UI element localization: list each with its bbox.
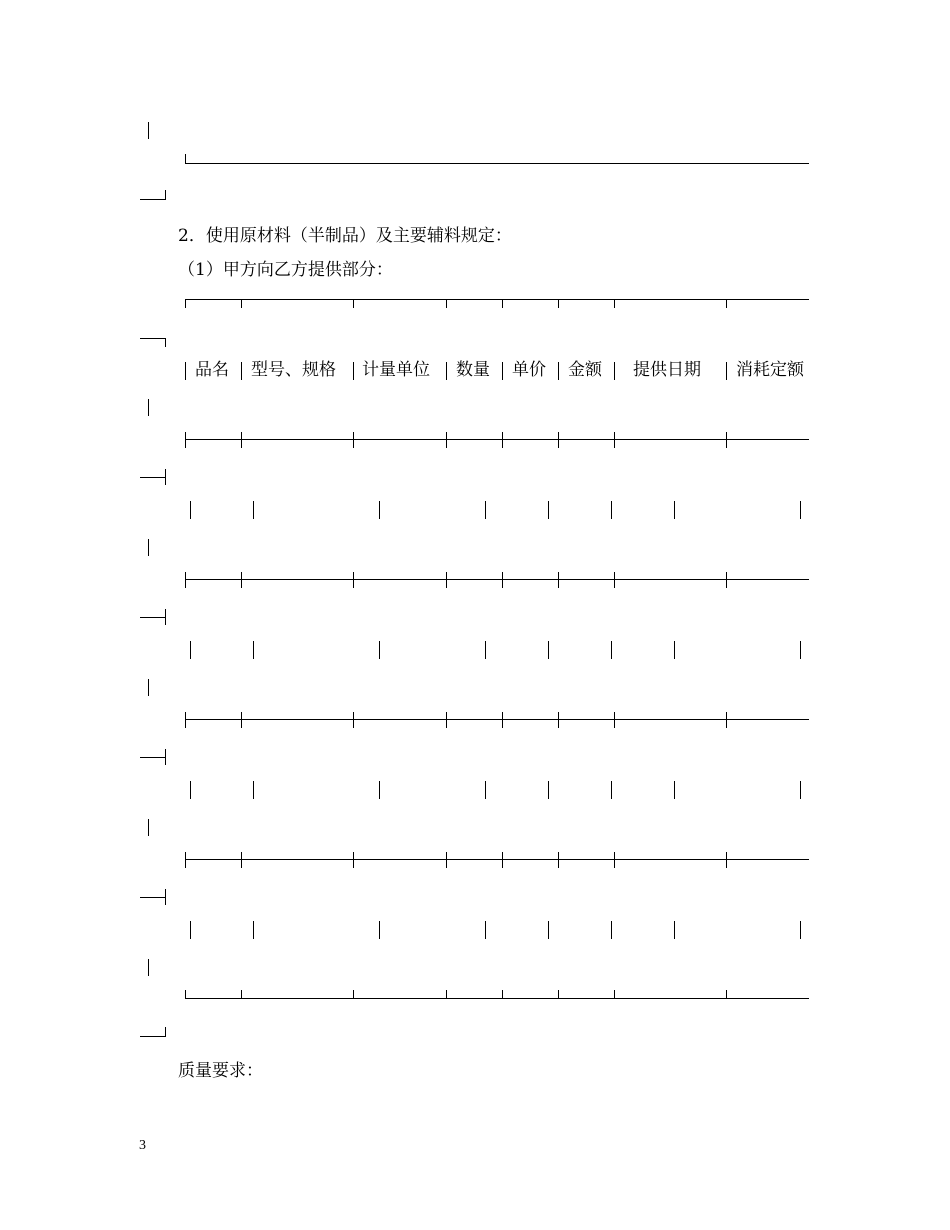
table-top-tick	[558, 299, 559, 308]
table-overflow-mark	[140, 199, 165, 200]
row-separator-cross	[241, 712, 242, 728]
table-overflow-corner	[165, 190, 166, 200]
header-divider	[614, 362, 615, 380]
row-separator-cross	[241, 572, 242, 588]
table-overflow-corner	[165, 609, 166, 625]
col-header-name: 品名	[195, 360, 229, 380]
row-separator	[185, 579, 809, 580]
row-cell-divider	[800, 641, 801, 659]
row-separator-cross	[614, 712, 615, 728]
table-overflow-corner	[165, 338, 166, 347]
row-separator-cross	[614, 852, 615, 868]
row-separator-cross	[726, 432, 727, 448]
table-overflow-mark	[140, 477, 165, 478]
table-overflow-corner	[165, 749, 166, 765]
row-separator-cross	[446, 712, 447, 728]
row-cell-divider	[611, 501, 612, 519]
row-separator-cross	[185, 572, 186, 588]
row-separator-cross	[185, 432, 186, 448]
row-separator-cross	[726, 712, 727, 728]
row-separator	[185, 719, 809, 720]
table-bottom-border	[185, 163, 809, 164]
header-divider	[353, 362, 354, 380]
row-cell-divider	[485, 921, 486, 939]
row-separator-cross	[353, 852, 354, 868]
section-heading: 2．使用原材料（半制品）及主要辅料规定：	[178, 226, 512, 246]
row-separator-cross	[558, 852, 559, 868]
row-cell-divider	[485, 641, 486, 659]
row-separator-cross	[185, 712, 186, 728]
row-separator-cross	[353, 572, 354, 588]
row-cell-divider	[674, 781, 675, 799]
table-top-tick	[726, 299, 727, 308]
row-separator-cross	[446, 572, 447, 588]
row-cell-divider	[548, 501, 549, 519]
row-separator-cross	[726, 572, 727, 588]
row-separator-cross	[614, 432, 615, 448]
row-left-mark	[148, 819, 149, 836]
row-cell-divider	[674, 641, 675, 659]
row-cell-divider	[253, 641, 254, 659]
col-header-model: 型号、规格	[251, 360, 336, 380]
table-overflow-mark	[140, 757, 165, 758]
row-separator-cross	[353, 432, 354, 448]
table-bottom-border	[185, 998, 809, 999]
col-header-amount: 金额	[568, 360, 602, 380]
table-bottom-tick	[558, 990, 559, 999]
row-cell-divider	[611, 641, 612, 659]
row-separator-cross	[502, 572, 503, 588]
table-border-left-mark	[148, 122, 149, 139]
row-separator	[185, 859, 809, 860]
row-separator-cross	[502, 432, 503, 448]
row-left-mark	[148, 679, 149, 696]
table-overflow-mark	[140, 338, 165, 339]
col-header-price: 单价	[512, 360, 546, 380]
row-separator-cross	[558, 432, 559, 448]
col-header-date: 提供日期	[633, 360, 701, 380]
row-separator-cross	[502, 712, 503, 728]
row-cell-divider	[611, 921, 612, 939]
row-cell-divider	[379, 501, 380, 519]
table-bottom-tick	[353, 990, 354, 999]
row-left-mark	[148, 959, 149, 976]
row-cell-divider	[190, 641, 191, 659]
quality-label: 质量要求：	[178, 1061, 263, 1081]
table-top-border	[185, 299, 809, 300]
table-overflow-mark	[140, 1036, 165, 1037]
header-divider	[502, 362, 503, 380]
table-bottom-tick	[185, 990, 186, 999]
row-cell-divider	[190, 921, 191, 939]
row-cell-divider	[800, 501, 801, 519]
row-cell-divider	[253, 501, 254, 519]
table-top-tick	[241, 299, 242, 308]
header-divider	[185, 362, 186, 380]
row-cell-divider	[674, 501, 675, 519]
table-top-tick	[446, 299, 447, 308]
table-overflow-corner	[165, 469, 166, 485]
row-cell-divider	[253, 921, 254, 939]
table-top-tick	[353, 299, 354, 308]
header-divider	[558, 362, 559, 380]
table-corner-mark	[185, 154, 186, 164]
row-cell-divider	[548, 781, 549, 799]
row-cell-divider	[253, 781, 254, 799]
col-header-consumption: 消耗定额	[736, 360, 804, 380]
row-separator-cross	[446, 852, 447, 868]
table-bottom-tick	[614, 990, 615, 999]
table-top-tick	[185, 299, 186, 308]
row-separator	[185, 439, 809, 440]
row-separator-cross	[726, 852, 727, 868]
row-separator-cross	[558, 712, 559, 728]
row-separator-cross	[446, 432, 447, 448]
table-bottom-tick	[502, 990, 503, 999]
row-separator-cross	[185, 852, 186, 868]
row-cell-divider	[379, 641, 380, 659]
row-left-mark	[148, 539, 149, 556]
row-cell-divider	[190, 781, 191, 799]
col-header-unit: 计量单位	[362, 360, 430, 380]
table-overflow-mark	[140, 617, 165, 618]
row-separator-cross	[353, 712, 354, 728]
table-top-tick	[614, 299, 615, 308]
row-separator-cross	[614, 572, 615, 588]
row-separator-cross	[502, 852, 503, 868]
section-subheading: （1）甲方向乙方提供部分：	[178, 260, 393, 280]
table-overflow-corner	[165, 889, 166, 905]
row-cell-divider	[379, 921, 380, 939]
table-bottom-tick	[446, 990, 447, 999]
header-divider	[446, 362, 447, 380]
row-separator-cross	[558, 572, 559, 588]
row-cell-divider	[190, 501, 191, 519]
row-cell-divider	[379, 781, 380, 799]
row-cell-divider	[800, 781, 801, 799]
row-cell-divider	[485, 501, 486, 519]
row-separator-cross	[241, 432, 242, 448]
row-cell-divider	[548, 641, 549, 659]
page-number: 3	[139, 1138, 146, 1153]
row-separator-cross	[241, 852, 242, 868]
col-header-quantity: 数量	[456, 360, 490, 380]
row-cell-divider	[485, 781, 486, 799]
row-cell-divider	[548, 921, 549, 939]
header-divider	[241, 362, 242, 380]
header-divider	[726, 362, 727, 380]
table-overflow-mark	[140, 897, 165, 898]
table-top-tick	[502, 299, 503, 308]
table-overflow-corner	[165, 1027, 166, 1037]
row-cell-divider	[674, 921, 675, 939]
table-bottom-tick	[726, 990, 727, 999]
table-bottom-tick	[241, 990, 242, 999]
row-cell-divider	[800, 921, 801, 939]
row-cell-divider	[611, 781, 612, 799]
row-left-mark	[148, 399, 149, 416]
